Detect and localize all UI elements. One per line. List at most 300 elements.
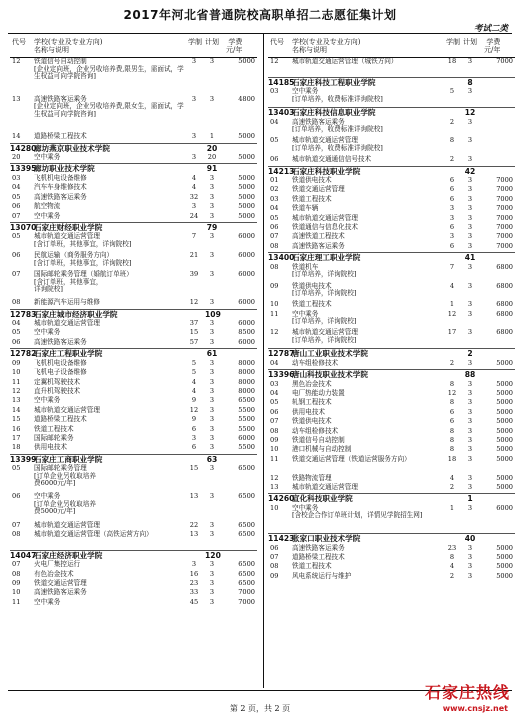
major-plan: 3 [209, 424, 215, 433]
major-name: 道路桥梁工程技术 [34, 415, 87, 424]
major-row [10, 213, 257, 222]
major-name: 动车组检修技术 [292, 358, 339, 367]
major-code: 04 [270, 358, 279, 367]
major-fee: 5500 [238, 443, 255, 452]
major-fee: 8000 [238, 386, 255, 395]
major-years: 23 [189, 579, 199, 588]
major-code: 07 [12, 211, 21, 220]
major-name: 铁道工程技术 [292, 194, 332, 203]
major-row [268, 88, 515, 107]
major-name: 国际邮轮乘务 [34, 433, 74, 442]
header-code: 代号 [12, 38, 26, 46]
major-code: 08 [12, 569, 21, 578]
major-fee: 6000 [238, 337, 255, 346]
major-row [10, 299, 257, 308]
major-name: 空中乘务 [订单培养，详询院校] [292, 309, 357, 326]
major-years: 4 [449, 562, 455, 571]
major-code: 09 [12, 579, 21, 588]
major-fee: 7000 [496, 223, 513, 232]
major-plan: 3 [467, 262, 473, 271]
major-code: 11 [12, 377, 21, 386]
major-name: 高速铁路客运乘务 [292, 241, 345, 250]
major-code: 07 [12, 520, 21, 529]
school-code: 13400 [268, 253, 295, 263]
major-plan: 3 [209, 579, 215, 588]
school-plan-total: 2 [467, 349, 473, 359]
major-code: 09 [270, 281, 279, 290]
major-plan: 3 [467, 543, 473, 552]
major-fee: 5000 [238, 211, 255, 220]
major-code: 04 [12, 183, 21, 192]
major-code: 07 [12, 560, 21, 569]
major-name: 铁道交通运营管理 [34, 579, 87, 588]
major-fee: 8000 [238, 377, 255, 386]
major-plan: 3 [467, 407, 473, 416]
major-code: 05 [12, 192, 21, 201]
major-plan: 3 [209, 202, 215, 211]
major-fee: 5000 [496, 379, 513, 388]
school-code: 14260 [268, 494, 295, 504]
major-name: 高速铁路客运乘务 [企业定向班，企业另收培养费,限女生，需面试，学生权益可向学院咨询] [34, 94, 184, 118]
major-fee: 6500 [238, 560, 255, 569]
school-name: 廊坊职业技术学院 [34, 164, 95, 174]
major-fee: 5500 [238, 424, 255, 433]
major-plan: 3 [467, 482, 473, 491]
major-years: 4 [449, 281, 455, 290]
major-years: 8 [449, 445, 455, 454]
major-code: 09 [270, 571, 279, 580]
major-years: 13 [189, 529, 199, 538]
major-code: 11 [12, 597, 21, 606]
major-code: 17 [12, 433, 21, 442]
school-code: 14185 [268, 77, 295, 87]
major-name: 高速铁路客运乘务 [34, 588, 87, 597]
major-fee: 5000 [496, 436, 513, 445]
major-plan: 3 [467, 398, 473, 407]
major-name: 铁道信号自动控制 [292, 436, 345, 445]
major-fee: 5000 [496, 482, 513, 491]
school-name: 石家庄科技工程职业学院 [292, 77, 376, 87]
major-name: 铁道交通运营管理 [292, 185, 345, 194]
major-plan: 3 [209, 377, 215, 386]
major-code: 08 [270, 262, 279, 271]
major-name: 飞机机电设备维修 [34, 173, 87, 182]
major-name: 空中乘务 [34, 328, 61, 337]
major-name: 高速铁路客运乘务 [292, 543, 345, 552]
major-code: 14 [12, 405, 21, 414]
major-plan: 3 [467, 473, 473, 482]
major-plan: 3 [209, 405, 215, 414]
major-code: 10 [12, 588, 21, 597]
major-years: 12 [447, 389, 457, 398]
major-name: 道路桥梁工程技术 [34, 132, 87, 141]
school-plan-total: 8 [467, 77, 473, 87]
major-fee: 6800 [496, 328, 513, 337]
major-name: 城市轨道交通运营管理（城铁方向） [292, 57, 398, 65]
header-name: 学校(专业及专业方向) 名称与说明 [292, 38, 361, 54]
major-years: 8 [449, 136, 455, 145]
major-years: 2 [449, 155, 455, 164]
school-plan-total: 40 [464, 534, 476, 544]
major-fee: 7000 [496, 232, 513, 241]
major-code: 04 [270, 117, 279, 126]
major-code: 05 [12, 464, 21, 473]
major-row [10, 271, 257, 299]
major-name: 高速铁道工程技术 [292, 232, 345, 241]
major-row [10, 58, 257, 96]
school-plan-total: 79 [206, 222, 218, 232]
major-plan: 3 [209, 358, 215, 367]
major-code: 15 [12, 415, 21, 424]
major-fee: 5000 [496, 407, 513, 416]
school-plan-total: 63 [206, 454, 218, 464]
major-name: 直升机驾驶技术 [34, 386, 81, 395]
major-years: 39 [189, 270, 199, 279]
major-years: 7 [191, 232, 197, 241]
major-code: 06 [270, 223, 279, 232]
school-plan-total: 20 [206, 143, 218, 153]
major-name: 城市轨道交通运营管理 [订单培养，详询院校] [292, 328, 358, 344]
school-name: 石家庄工程职业学院 [34, 349, 103, 359]
major-name: 高速铁路客运乘务 [34, 337, 87, 346]
major-fee: 5500 [238, 415, 255, 424]
major-years: 3 [191, 132, 197, 141]
major-row [10, 465, 257, 493]
major-row [268, 329, 515, 348]
school-plan-total: 41 [464, 253, 476, 263]
major-plan: 3 [209, 368, 215, 377]
major-years: 18 [447, 57, 457, 65]
major-code: 10 [270, 503, 279, 512]
major-years: 4 [191, 173, 197, 182]
major-fee: 5000 [238, 132, 255, 141]
major-code: 07 [270, 232, 279, 241]
major-name: 民航运输（商务服务方向） [含订单班，其他事宜，详询院校] [34, 251, 132, 267]
school-name: 唐山科技职业技术学院 [292, 370, 368, 380]
major-plan: 3 [209, 57, 215, 65]
major-name: 飞机机电设备维修 [34, 358, 87, 367]
school-code: 12783 [10, 309, 37, 319]
major-plan: 3 [467, 552, 473, 561]
major-years: 3 [191, 560, 197, 569]
major-years: 17 [447, 328, 457, 337]
major-name: 汽车车身维修技术 [34, 183, 87, 192]
major-name: 铁道通信与信息化技术 [292, 223, 358, 232]
major-name: 空中乘务 [34, 211, 61, 220]
major-row [268, 573, 515, 582]
major-code: 07 [12, 270, 21, 279]
major-fee: 5000 [496, 552, 513, 561]
school-code: 13395 [10, 164, 37, 174]
major-plan: 3 [467, 136, 473, 145]
major-row [268, 137, 515, 156]
major-code: 09 [270, 436, 279, 445]
school-name: 唐山工业职业技术学院 [292, 349, 368, 359]
major-code: 06 [12, 492, 21, 501]
major-fee: 6000 [238, 298, 255, 307]
major-fee: 5000 [496, 417, 513, 426]
major-code: 03 [12, 173, 21, 182]
left-table-body [10, 58, 257, 608]
major-code: 04 [270, 389, 279, 398]
major-code: 06 [270, 407, 279, 416]
major-code: 13 [12, 94, 21, 103]
major-plan: 3 [467, 57, 473, 65]
major-fee: 5000 [238, 173, 255, 182]
major-fee: 7000 [496, 213, 513, 222]
school-name: 张家口职业技术学院 [292, 534, 361, 544]
major-row [268, 156, 515, 165]
major-plan: 3 [209, 192, 215, 201]
major-plan: 3 [467, 417, 473, 426]
major-years: 23 [447, 543, 457, 552]
major-fee: 7000 [496, 185, 513, 194]
major-plan: 3 [467, 389, 473, 398]
major-years: 8 [449, 436, 455, 445]
major-name: 铁道工程技术 [292, 300, 332, 309]
major-fee: 8000 [238, 358, 255, 367]
major-name: 火电厂集控运行 [34, 560, 81, 569]
major-fee: 6500 [238, 569, 255, 578]
major-name: 空中乘务 [34, 396, 61, 405]
major-name: 铁道车辆 [292, 204, 319, 213]
major-fee: 7000 [238, 597, 255, 606]
major-name: 空中乘务 [34, 597, 61, 606]
right-table-body [268, 58, 515, 582]
major-years: 8 [449, 552, 455, 561]
major-fee: 6500 [238, 396, 255, 405]
major-fee: 7000 [496, 204, 513, 213]
major-name: 国际邮轮乘务管理 [订单企业另收取培养 费6000元/年] [34, 464, 96, 488]
school-name: 石家庄科技职业学院 [292, 166, 361, 176]
major-plan: 3 [467, 232, 473, 241]
major-code: 13 [12, 396, 21, 405]
school-plan-total: 120 [205, 550, 221, 560]
major-fee: 6500 [238, 464, 255, 473]
major-years: 12 [189, 405, 199, 414]
major-years: 37 [189, 319, 199, 328]
major-fee: 5000 [496, 562, 513, 571]
major-row [268, 484, 515, 493]
major-row [10, 444, 257, 453]
major-code: 03 [270, 379, 279, 388]
header-plan: 计划 [463, 38, 477, 46]
major-fee: 5000 [496, 445, 513, 454]
major-plan: 3 [467, 445, 473, 454]
major-name: 风电系统运行与维护 [292, 571, 352, 580]
major-years: 8 [449, 398, 455, 407]
major-row [268, 264, 515, 283]
major-name: 城市轨道交通运营管理 [34, 405, 100, 414]
major-years: 5 [191, 358, 197, 367]
major-code: 06 [12, 251, 21, 260]
top-rule [8, 33, 512, 34]
major-name: 城市轨道交通通信信号技术 [292, 155, 372, 164]
watermark-logo [362, 680, 512, 720]
major-name: 定翼机驾驶技术 [34, 377, 81, 386]
major-fee: 6500 [238, 529, 255, 538]
major-plan: 3 [467, 426, 473, 435]
major-years: 1 [449, 300, 455, 309]
major-fee: 8500 [238, 328, 255, 337]
major-years: 12 [189, 298, 199, 307]
school-name: 廊坊燕京职业技术学院 [34, 143, 110, 153]
major-name: 动车组检修技术 [292, 426, 339, 435]
major-row [268, 360, 515, 369]
school-name: 石家庄工商职业学院 [34, 454, 103, 464]
major-years: 33 [189, 588, 199, 597]
major-years: 57 [189, 337, 199, 346]
school-code: 11423 [268, 534, 295, 544]
school-name: 石家庄财经职业学院 [34, 222, 103, 232]
major-fee: 5000 [496, 426, 513, 435]
school-name: 石家庄理工职业学院 [292, 253, 361, 263]
major-name: 空中乘务 [订单企业另收取培养 费5000元/年] [34, 492, 96, 516]
major-code: 05 [270, 136, 279, 145]
school-row [268, 369, 515, 381]
watermark-brand: 石家庄热线 [424, 683, 510, 702]
school-name: 石家庄科技信息职业学院 [292, 108, 376, 118]
major-years: 2 [449, 358, 455, 367]
right-column [268, 35, 515, 582]
major-row [10, 96, 257, 134]
major-plan: 3 [467, 358, 473, 367]
major-fee: 6000 [238, 319, 255, 328]
major-plan: 3 [467, 176, 473, 185]
major-plan: 3 [209, 337, 215, 346]
major-years: 2 [449, 571, 455, 580]
major-years: 3 [449, 204, 455, 213]
major-name: 空中乘务 [订单培养，收费标准详询院校] [292, 87, 383, 103]
major-years: 2 [449, 482, 455, 491]
major-fee: 5000 [496, 454, 513, 463]
major-years: 6 [191, 443, 197, 452]
major-name: 轧钢工程技术 [292, 398, 332, 407]
major-code: 11 [270, 454, 279, 463]
major-years: 3 [191, 433, 197, 442]
major-name: 新能源汽车运用与维修 [34, 298, 100, 307]
major-name: 飞机电子设备维修 [34, 368, 87, 377]
major-code: 05 [12, 328, 21, 337]
major-plan: 3 [209, 251, 215, 260]
major-code: 10 [12, 368, 21, 377]
major-code: 06 [12, 337, 21, 346]
major-fee: 7000 [496, 241, 513, 250]
major-years: 13 [189, 492, 199, 501]
school-code: 14213 [268, 166, 295, 176]
major-fee: 6000 [238, 251, 255, 260]
major-name: 黑色冶金技术 [292, 379, 332, 388]
major-name: 城市轨道交通运营管理 [34, 520, 100, 529]
major-plan: 3 [467, 436, 473, 445]
major-years: 15 [189, 464, 199, 473]
major-fee: 6000 [496, 503, 513, 512]
major-years: 45 [189, 597, 199, 606]
header-plan: 计划 [205, 38, 219, 46]
major-name: 高速铁路客运乘务 [订单培养，收费标准详询院校] [292, 117, 383, 134]
major-plan: 3 [467, 204, 473, 213]
major-row [268, 456, 515, 475]
major-plan: 3 [209, 588, 215, 597]
school-name: 石家庄经济职业学院 [34, 550, 103, 560]
left-column [10, 35, 257, 608]
major-row [10, 339, 257, 348]
major-name: 铁道交通运营管理（铁道运营服务方向） [292, 454, 411, 463]
major-years: 1 [449, 503, 455, 512]
major-plan: 3 [209, 328, 215, 337]
major-years: 3 [191, 153, 197, 162]
major-code: 12 [12, 57, 21, 65]
major-name: 空中乘务 [含校企合作订单班计划，详情见学院招生网] [292, 503, 423, 520]
major-fee: 6800 [496, 300, 513, 309]
major-code: 08 [12, 529, 21, 538]
major-fee: 5000 [496, 571, 513, 580]
major-fee: 5500 [238, 405, 255, 414]
major-plan: 3 [209, 433, 215, 442]
major-code: 10 [270, 445, 279, 454]
major-code: 11 [270, 309, 279, 318]
major-fee: 5000 [496, 358, 513, 367]
major-name: 有色冶金技术 [34, 569, 74, 578]
major-fee: 5000 [238, 57, 255, 65]
major-years: 18 [447, 454, 457, 463]
major-name: 城市轨道交通运营管理 [292, 213, 358, 222]
major-plan: 3 [209, 298, 215, 307]
school-row [268, 252, 515, 264]
major-plan: 3 [467, 87, 473, 96]
major-fee: 7000 [496, 176, 513, 185]
major-code: 08 [270, 426, 279, 435]
table-header [268, 35, 515, 58]
major-fee: 6000 [238, 232, 255, 241]
school-code: 14047 [10, 550, 37, 560]
major-fee: 5000 [496, 543, 513, 552]
major-name: 航空物流 [34, 202, 61, 211]
major-plan: 3 [209, 386, 215, 395]
major-code: 03 [270, 194, 279, 203]
major-plan: 3 [467, 223, 473, 232]
major-fee: 5000 [496, 389, 513, 398]
page-title: 2017年河北省普通院校高职单招二志愿征集计划 [123, 8, 397, 22]
major-name: 电厂热能动力装置 [292, 389, 345, 398]
major-name: 铁道供电技术 [订单培养，详询院校] [292, 281, 357, 297]
header-name: 学校(专业及专业方向) 名称与说明 [34, 38, 103, 54]
major-fee: 4800 [238, 94, 255, 103]
school-plan-total: 91 [206, 164, 218, 174]
major-plan: 3 [209, 560, 215, 569]
major-name: 铁道机车 [订单培养，详询院校] [292, 262, 357, 279]
major-code: 07 [270, 552, 279, 561]
major-fee: 6500 [238, 520, 255, 529]
major-row [10, 599, 257, 608]
header-years: 学制 [446, 38, 460, 46]
school-code: 14280 [10, 143, 37, 153]
major-years: 8 [449, 379, 455, 388]
major-code: 03 [270, 87, 279, 96]
major-years: 32 [189, 192, 199, 201]
major-name: 城市轨道交通运营管理 [292, 482, 358, 491]
major-fee: 6800 [496, 281, 513, 290]
major-plan: 3 [209, 173, 215, 182]
major-years: 6 [449, 194, 455, 203]
major-fee: 6800 [496, 309, 513, 318]
major-row [10, 133, 257, 142]
major-name: 城市轨道交通运营管理 [含订单班，其他事宜，详询院校] [34, 232, 132, 248]
major-code: 05 [12, 232, 21, 241]
school-plan-total: 109 [205, 309, 221, 319]
major-code: 08 [270, 562, 279, 571]
major-row [268, 58, 515, 77]
